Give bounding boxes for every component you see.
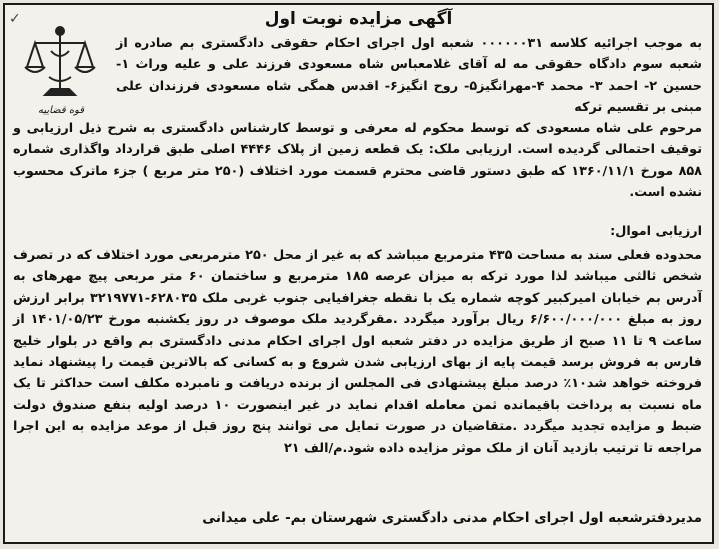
- valuation-label: ارزیابی اموال:: [610, 224, 702, 239]
- notice-title: آگهی مزایده نوبت اول: [264, 9, 453, 29]
- judiciary-emblem-icon: [21, 21, 99, 107]
- emblem-caption: قوه قضاییه: [37, 105, 85, 116]
- notice-paragraph-1: مرحوم علی شاه مسعودی که توسط محکوم له معرفی و توسط کارشناس دادگستری به شرح ذیل ارزیابی و توقیف احتمالی گردیده است. ارزیابی ملک: یک قطعه زمین از پلاک ۴۴۴۶ اصلی طبق قرارداد واگذاری شماره ۸۵۸ مورخ ۱۳۶۰/۱۱/۱ که طبق دستور قاضی محترم قسمت مورد اختلاف (۲۵۰ متر مربع ) جزء ماترک محسوب نشده است.: [13, 121, 702, 201]
- corner-tick-icon: ✓: [9, 11, 21, 27]
- notice-signature: مدیردفترشعبه اول اجرای احکام مدنی دادگستری شهرستان بم- علی میدانی: [202, 510, 702, 526]
- notice-intro: به موجب اجرائیه کلاسه ۰۰۰۰۰۰۳۱ شعبه اول اجرای احکام حقوقی دادگستری بم صادره از شعبه سوم دادگاه حقوقی مه له آقای غلامعباس شاه مسعودی فرزند علی و علیه وراث ۱- حسین ۲- احمد ۳- محمد ۴-مهرانگیز۵- روح انگیز۶- اقدس همگی شاه مسعودی فرزندان علی مبنی بر تقسیم ترکه: [116, 36, 702, 116]
- notice-paragraph-2: محدوده فعلی سند به مساحت ۴۳۵ مترمربع میباشد که به غیر از محل ۲۵۰ مترمربعی مورد اختلاف که در تصرف شخص ثالثی میباشد لذا مورد ترکه به میزان عرصه ۱۸۵ مترمربع و ساختمان ۶۰ متر مربعی پیچ مهرهای به آدرس بم خیابان امیرکبیر کوچه شماره یک با نقطه جغرافیایی جنوب غربی ملک ۶۲۸۰۳۵-۳۲۱۹۷۷۱ برابر ارزش روز به مبلغ ۶/۶۰۰/۰۰۰/۰۰۰ ریال برآورد میگردد .مقرگردید ملک موصوف در روز یکشنبه مورخ ۱۴۰۱/۰۵/۲۳ از ساعت ۹ تا ۱۱ صبح از طریق مزایده در دفتر شعبه اول اجرای احکام مدنی دادگستری بم واقع در بلوار خلیج فارس به فروش برسد قیمت پایه از بهای ارزیابی شدن شروع و به کسانی که بالاترین قیمت را پیشنهاد نماید فروخته خواهد شد۱۰٪ درصد مبلغ پیشنهادی فی المجلس از برنده دریافت و نامبرده مکلف است حداکثر تا یک ماه نسبت به پرداخت باقیمانده ثمن معامله اقدام نماید در غیر اینصورت ۱۰ درصد اولیه بنفع صندوق دولت ضبط و مزایده تجدید میگردد .متقاضیان در صورت تمایل می توانند پنج روز قبل از موعد مزایده به این اجرا مراجعه تا ترتیب بازدید آنان از ملک موثر مزایده داده شود.م/الف ۲۱: [13, 248, 703, 456]
- auction-notice: [3, 3, 714, 544]
